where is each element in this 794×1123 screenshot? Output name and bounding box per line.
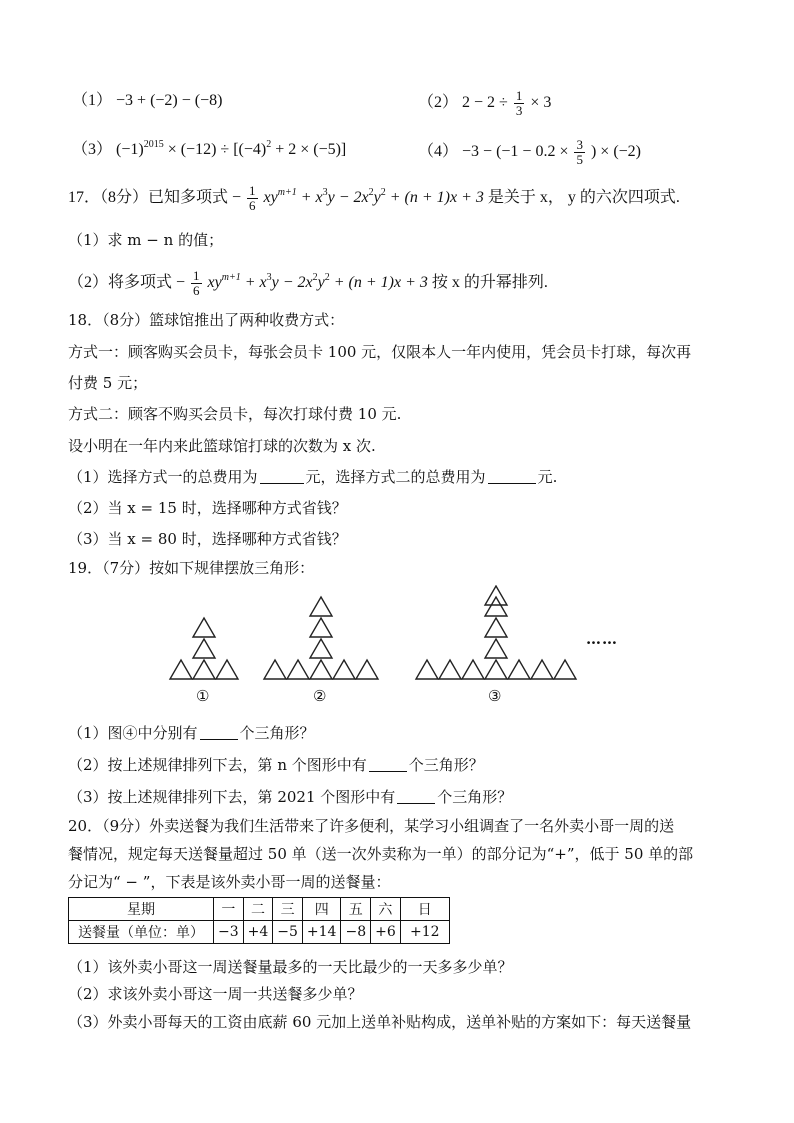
delivery-table <box>68 897 450 944</box>
table-day: 一 <box>214 898 244 921</box>
p17-q2-exp-2a: 2 <box>312 272 318 284</box>
table-value: +6 <box>371 921 401 944</box>
p19-blank-3[interactable] <box>397 787 435 804</box>
table-value: +14 <box>302 921 341 944</box>
figure-2 <box>264 597 378 679</box>
table-value: −8 <box>341 921 371 944</box>
p19-stem: 19．（7分）按如下规律摆放三角形： <box>68 559 315 577</box>
p16-part3-mid: × (−12) ÷ [(−4) <box>167 141 267 158</box>
p17-q2-exp-m: m+1 <box>221 272 241 284</box>
p16-part3-exp: 2015 <box>143 139 164 150</box>
p17-exp-2a: 2 <box>368 187 374 199</box>
p19-q3-a: （3）按上述规律排列下去，第 2021 个图形中有 <box>68 788 396 806</box>
p16-part3-exp2: 2 <box>266 139 272 150</box>
p17-q2-frac-den: 6 <box>193 283 200 298</box>
p19-q2 <box>68 753 484 777</box>
p20-q2: （2）求该外卖小哥这一周一共送餐多少单？ <box>68 985 363 1003</box>
table-day: 四 <box>302 898 341 921</box>
triangle-figures <box>0 585 794 705</box>
p16-part4-num: 3 <box>576 137 583 152</box>
p19-q1-b: 个三角形？ <box>239 724 315 742</box>
table-values-row <box>69 921 450 944</box>
p17-stem <box>68 184 680 213</box>
p17-stem-b: 是关于 x， y 的六次四项式. <box>487 189 680 207</box>
p16-part2-post: × 3 <box>530 94 552 112</box>
p16-part3-label: （3） <box>72 141 113 158</box>
p16-part2-fraction <box>514 89 525 118</box>
p18-way2: 方式二：顾客不购买会员卡，每次打球付费 10 元. <box>68 405 402 423</box>
p17-exp-m: m+1 <box>277 187 297 199</box>
p17-poly-c: y − 2x <box>327 189 369 207</box>
p16-part2-label: （2） <box>418 94 459 112</box>
p16-part4 <box>418 138 641 167</box>
p17-q2-a: （2）将多项式 − <box>68 274 186 292</box>
table-day: 日 <box>400 898 449 921</box>
p17-stem-a: 17．（8分）已知多项式 − <box>68 189 242 207</box>
p18-way1-a: 方式一：顾客购买会员卡，每张会员卡 100 元，仅限本人一年内使用，凭会员卡打球，每次再 <box>68 343 692 361</box>
p16-part2-den: 3 <box>515 103 523 118</box>
p17-q2-poly-b: + x <box>244 274 267 292</box>
p19-q2-b: 个三角形？ <box>408 756 484 774</box>
p16-part4-fraction <box>574 138 585 167</box>
p20-stem-c: 分记为“ − ”，下表是该外卖小哥一周的送餐量： <box>68 873 391 891</box>
p17-q2-frac-num: 1 <box>193 268 200 283</box>
p17-q2-poly-a: xy <box>207 274 222 292</box>
p18-stem: 18．（8分）篮球馆推出了两种收费方式： <box>68 311 345 329</box>
p19-q3 <box>68 785 512 809</box>
p16-part4-label: （4） <box>418 143 459 161</box>
p17-q2-poly-c: y − 2x <box>271 274 313 292</box>
p16-part1-label: （1） <box>72 92 113 109</box>
table-value: +12 <box>400 921 449 944</box>
p17-q1: （1）求 m − n 的值； <box>68 231 224 249</box>
p20-q3: （3）外卖小哥每天的工资由底薪 60 元加上送单补贴构成，送单补贴的方案如下：每天送餐量 <box>68 1013 692 1031</box>
p20-q1: （1）该外卖小哥这一周送餐量最多的一天比最少的一天多多少单？ <box>68 958 513 976</box>
table-value: +4 <box>243 921 273 944</box>
table-day: 六 <box>371 898 401 921</box>
table-day: 二 <box>243 898 273 921</box>
p17-q2 <box>68 269 548 298</box>
p16-part3 <box>72 138 346 162</box>
figure-label-1: ① <box>196 687 210 705</box>
p17-q2-exp-3: 3 <box>266 272 272 284</box>
table-row-label: 送餐量（单位：单） <box>69 921 214 944</box>
p17-q2-exp-2b: 2 <box>324 272 330 284</box>
p18-q3: （3）当 x = 80 时，选择哪种方式省钱？ <box>68 530 347 548</box>
p19-blank-1[interactable] <box>200 723 238 740</box>
p18-q1 <box>68 465 557 489</box>
p17-frac-num: 1 <box>249 183 256 198</box>
p17-poly-b: + x <box>300 189 323 207</box>
p17-poly-d: y <box>373 189 381 207</box>
p18-way1-b: 付费 5 元； <box>68 374 148 392</box>
p16-part4-pre: −3 − (−1 − 0.2 × <box>462 143 569 161</box>
p18-q1-a: （1）选择方式一的总费用为 <box>68 468 258 486</box>
p20-stem-b: 餐情况，规定每天送餐量超过 50 单（送一次外卖称为一单）的部分记为“+”，低于 50 单的部 <box>68 845 694 863</box>
p17-q2-poly-d: y <box>317 274 325 292</box>
table-value: −5 <box>273 921 303 944</box>
p17-q2-b: 按 x 的升幂排列. <box>431 274 548 292</box>
p17-poly-a: xy <box>263 189 278 207</box>
p19-q2-a: （2）按上述规律排列下去，第 n 个图形中有 <box>68 756 367 774</box>
table-value: −3 <box>214 921 244 944</box>
p17-frac-den: 6 <box>249 198 256 213</box>
p19-q1 <box>68 721 315 745</box>
figure-label-2: ② <box>313 687 327 705</box>
p17-fraction <box>247 184 258 213</box>
p18-blank-1[interactable] <box>260 467 304 484</box>
p16-part4-post: ) × (−2) <box>590 143 641 161</box>
p16-part3-post: + 2 × (−5)] <box>275 141 347 158</box>
p16-part1-expr: −3 + (−2) − (−8) <box>116 92 223 109</box>
p17-q2-poly-e: + (n + 1)x + 3 <box>333 274 428 292</box>
p20-stem-a: 20．（9分）外卖送餐为我们生活带来了许多便利，某学习小组调查了一名外卖小哥一周的送 <box>68 817 675 835</box>
p19-q1-a: （1）图④中分别有 <box>68 724 198 742</box>
table-day: 三 <box>273 898 303 921</box>
p19-q3-b: 个三角形？ <box>437 788 513 806</box>
p18-q1-b: 元，选择方式二的总费用为 <box>305 468 486 486</box>
figure-ellipsis: …… <box>586 630 618 648</box>
p16-part2-pre: 2 − 2 ÷ <box>462 94 508 112</box>
p19-blank-2[interactable] <box>369 755 407 772</box>
p17-exp-2b: 2 <box>380 187 386 199</box>
p16-part1 <box>72 89 222 113</box>
p16-part3-base: (−1) <box>116 141 144 158</box>
p18-q1-c: 元. <box>537 468 558 486</box>
p18-q2: （2）当 x = 15 时，选择哪种方式省钱？ <box>68 499 347 517</box>
figure-label-3: ③ <box>488 687 502 705</box>
p16-part2 <box>418 89 551 118</box>
figure-3 <box>416 586 576 679</box>
p17-poly-e: + (n + 1)x + 3 <box>389 189 484 207</box>
p18-blank-2[interactable] <box>488 467 536 484</box>
p17-exp-3: 3 <box>322 187 328 199</box>
p18-setup: 设小明在一年内来此篮球馆打球的次数为 x 次. <box>68 437 376 455</box>
p16-part2-num: 1 <box>515 88 523 103</box>
table-day: 五 <box>341 898 371 921</box>
figure-1 <box>170 618 238 679</box>
table-header-row <box>69 898 450 921</box>
p16-part4-den: 5 <box>576 152 583 167</box>
p17-q2-fraction <box>191 269 202 298</box>
table-header-label: 星期 <box>69 898 214 921</box>
